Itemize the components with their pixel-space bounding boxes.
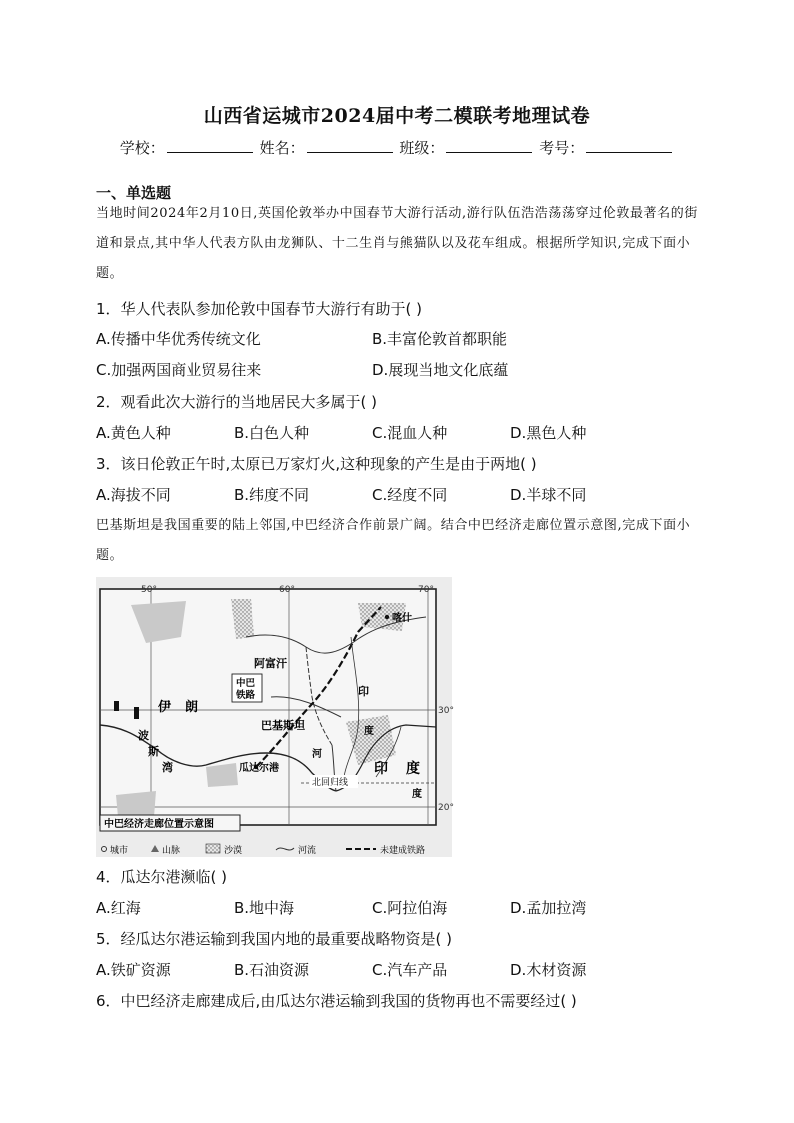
q4-option-a[interactable]: A.红海	[96, 899, 141, 917]
class-blank[interactable]	[446, 138, 532, 153]
q1-option-a[interactable]: A.传播中华优秀传统文化	[96, 330, 261, 348]
label-afghanistan: 阿富汗	[254, 657, 287, 670]
q5-option-b[interactable]: B.石油资源	[234, 961, 310, 979]
map-caption: 中巴经济走廊位置示意图	[104, 819, 214, 830]
question-3: 3．该日伦敦正午时,太原已万家灯火,这种现象的产生是由于两地( )	[96, 455, 537, 473]
legend-city: 城市	[110, 846, 129, 856]
q2-option-b[interactable]: B.白色人种	[234, 424, 310, 442]
q3-option-b[interactable]: B.纬度不同	[234, 486, 310, 504]
question-5: 5．经瓜达尔港运输到我国内地的最重要战略物资是( )	[96, 930, 453, 948]
q3-option-a[interactable]: A.海拔不同	[96, 486, 171, 504]
question-2: 2．观看此次大游行的当地居民大多属于( )	[96, 393, 378, 411]
class-label: 班级：	[399, 139, 445, 157]
name-label: 姓名：	[259, 139, 305, 157]
label-persian-gulf-2: 斯	[148, 745, 159, 758]
q3-option-c[interactable]: C.经度不同	[372, 486, 448, 504]
label-du2: 度	[412, 789, 422, 800]
label-railway-line1: 中巴	[236, 678, 256, 689]
exam-title: 山西省运城市2024届中考二模联考地理试卷	[203, 105, 591, 127]
q5-option-d[interactable]: D.木材资源	[510, 961, 587, 979]
section-heading: 一、单选题	[96, 184, 172, 202]
q2-option-c[interactable]: C.混血人种	[372, 424, 448, 442]
label-persian-gulf-1: 波	[138, 729, 149, 742]
desert-legend-icon	[206, 844, 220, 853]
label-tropic: 北回归线	[312, 778, 349, 788]
lat-label-20: 20°	[438, 803, 454, 813]
q5-option-a[interactable]: A.铁矿资源	[96, 961, 171, 979]
label-iran: 伊朗	[158, 700, 213, 715]
label-gwadar: 瓜达尔港	[239, 763, 279, 774]
question-4: 4．瓜达尔港濒临( )	[96, 868, 228, 886]
q4-option-b[interactable]: B.地中海	[234, 899, 295, 917]
school-blank[interactable]	[167, 138, 253, 153]
reading-passage-1: 当地时间2024年2月10日,英国伦敦举办中国春节大游行活动,游行队伍浩浩荡荡穿过伦敦最著名的街道和景点,其中华人代表方队由龙狮队、十二生肖与熊猫队以及花车组成。根据所学知识,完成下面小题。	[96, 206, 698, 281]
student-info-row	[0, 137, 794, 158]
label-pakistan: 巴基斯坦	[261, 719, 305, 732]
q1-option-c[interactable]: C.加强两国商业贸易往来	[96, 361, 262, 379]
question-1: 1．华人代表队参加伦敦中国春节大游行有助于( )	[96, 300, 423, 318]
label-railway-line2: 铁路	[236, 690, 256, 701]
label-he: 河	[312, 749, 322, 760]
label-india-2: 度	[406, 761, 420, 777]
q2-option-a[interactable]: A.黄色人种	[96, 424, 171, 442]
label-persian-gulf-3: 湾	[162, 761, 173, 774]
lon-label-70: 70°	[418, 585, 434, 595]
label-yin: 印	[358, 685, 369, 698]
question-6: 6．中巴经济走廊建成后,由瓜达尔港运输到我国的货物再也不需要经过( )	[96, 992, 577, 1010]
q4-option-d[interactable]: D.孟加拉湾	[510, 899, 587, 917]
q3-option-d[interactable]: D.半球不同	[510, 486, 587, 504]
name-blank[interactable]	[307, 138, 393, 153]
q5-option-c[interactable]: C.汽车产品	[372, 961, 448, 979]
lat-label-30: 30°	[438, 706, 454, 716]
label-kashgar: 喀什	[392, 613, 412, 624]
lon-label-50: 50°	[141, 585, 157, 595]
q1-option-b[interactable]: B.丰富伦敦首都职能	[372, 330, 508, 348]
legend-river: 河流	[298, 846, 317, 856]
label-du: 度	[364, 726, 374, 737]
number-label: 考号：	[539, 139, 585, 157]
lon-label-60: 60°	[279, 585, 295, 595]
q1-option-d[interactable]: D.展现当地文化底蕴	[372, 361, 509, 379]
legend-desert: 沙漠	[224, 846, 243, 856]
q4-option-c[interactable]: C.阿拉伯海	[372, 899, 448, 917]
number-blank[interactable]	[586, 138, 672, 153]
school-label: 学校：	[119, 139, 165, 157]
legend-mountain: 山脉	[162, 846, 181, 856]
q2-option-d[interactable]: D.黑色人种	[510, 424, 587, 442]
reading-passage-2: 巴基斯坦是我国重要的陆上邻国,中巴经济合作前景广阔。结合中巴经济走廊位置示意图,完成下面小题。	[96, 518, 691, 563]
label-india-1: 印	[374, 761, 388, 777]
cpec-location-map	[96, 577, 452, 857]
legend-railway: 未建成铁路	[380, 846, 426, 856]
